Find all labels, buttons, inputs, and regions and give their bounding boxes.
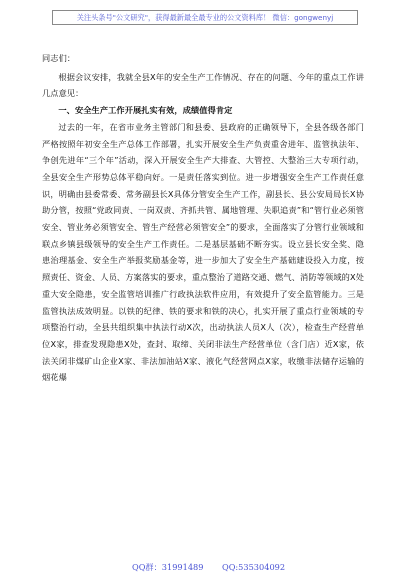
promo-banner: 关注头条号"公文研究"，获得最新最全最专业的公文资料库！ 微信：gongwenyj xyxy=(52,10,358,25)
footer-qq-group: QQ群：31991489 xyxy=(132,562,204,572)
greeting: 同志们： xyxy=(42,53,76,63)
section-heading: 一、安全生产工作开展扎实有效，成绩值得肯定 xyxy=(58,105,233,116)
document-body xyxy=(42,50,364,386)
footer-qq-contact: QQ:535304092 xyxy=(222,562,286,572)
body-paragraph: 过去的一年，在省市业务主管部门和县委、县政府的正确领导下，全县各级各部门严格按照年初安全生产总体工作部署，扎实开展安全生产负责重舍进年、监管执法年、争创先进年“三个年”活动，深入开展安全生产大排查、大管控、大整治三大专项行动，全县安全生产形势总体平稳向好。一是责任落实到位。进一步增强安全生产工作责任意识，明确由县委常委、常务副县长X具体分管安全生产工作，副县长、县公安局局长X协助分管，按照“党政同责、一岗双责、齐抓共管、属地管理、失职追责”和“管行业必须管安全、管业务必须管安全、管生产经营必须管安全”的要求，全面落实了分管行业领域和联点乡镇县级领导的安全生产工作责任。二是基层基础不断夯实。设立县长安全奖、隐患治理基金、安全生产举报奖励基金等，进一步加大了安全生产基础建设投入力度，按照责任、资金、人员、方案落实的要求，重点整治了道路交通、燃气、消防等领域的X处重大安全隐患，安全监管培训推广行政执法软件应用，有效提升了安全监管能力。三是监管执法成效明显。以铁的纪律、铁的要求和铁的决心，扎实开展了重点行业领域的专项整治行动，全县共组织集中执法行动X次，出动执法人员X人（次），检查生产经营单位X家，排查发现隐患X处，查封、取缔、关闭非法生产经营单位（含门店）近X家，依法关闭非煤矿山企业X家、非法加油站X家、液化气经营网点X家，收缴非法储存运输的烟花爆 xyxy=(42,121,364,383)
footer xyxy=(0,562,408,576)
intro-paragraph: 根据会议安排，我就全县X年的安全生产工作情况、存在的问题、今年的重点工作讲几点意见： xyxy=(42,71,364,99)
